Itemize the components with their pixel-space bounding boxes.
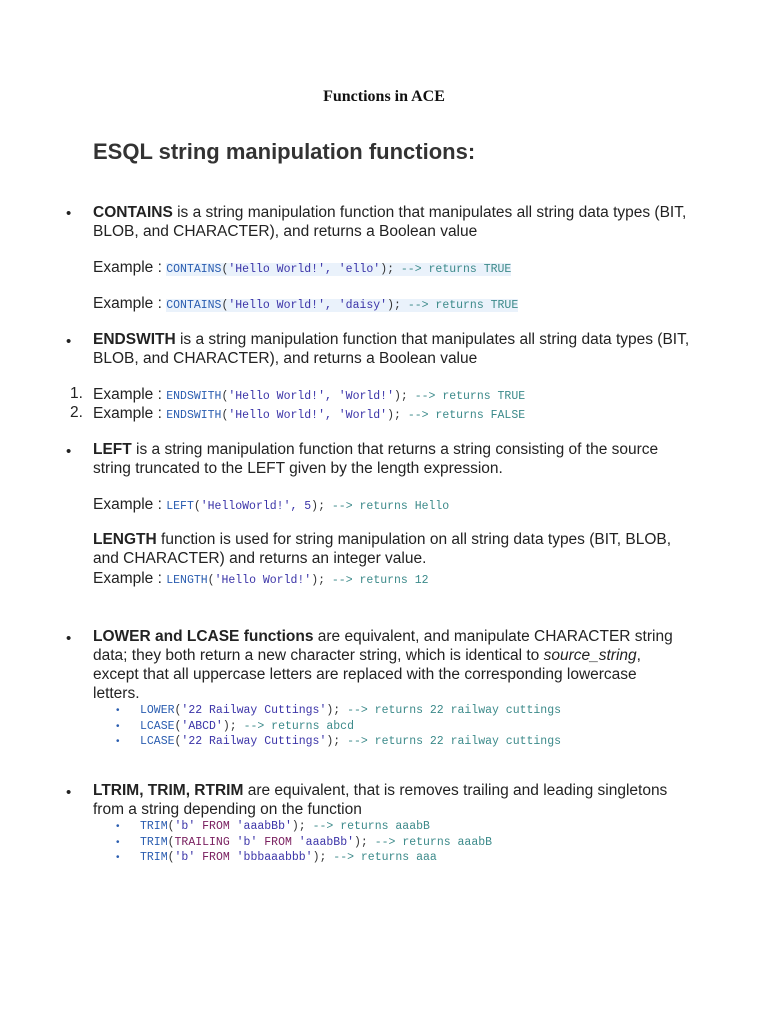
contains-paragraph: [93, 203, 693, 241]
length-term: LENGTH: [93, 531, 157, 548]
contains-example-1: [93, 258, 511, 279]
length-example: [93, 569, 429, 590]
sub-bullet: •: [116, 821, 120, 832]
contains-term: CONTAINS: [93, 204, 173, 221]
example-label: Example :: [93, 386, 167, 403]
example-label: Example :: [93, 259, 167, 276]
trim-item-2: TRIM(TRAILING 'b' FROM 'aaabBb'); --> returns aaabB: [140, 836, 493, 849]
endswith-term: ENDSWITH: [93, 331, 176, 348]
code-snippet: CONTAINS('Hello World!', 'ello'); --> returns TRUE: [166, 263, 512, 276]
code-snippet: LENGTH('Hello World!'); --> returns 12: [166, 574, 429, 587]
code-snippet: ENDSWITH('Hello World!', 'World'); --> returns FALSE: [166, 409, 526, 422]
example-label: Example :: [93, 496, 167, 513]
lower-desc-italic: source_string: [543, 647, 637, 664]
lower-term: LOWER and LCASE functions: [93, 628, 314, 645]
lower-item-2: LCASE('ABCD'); --> returns abcd: [140, 720, 354, 733]
sub-bullet: •: [116, 721, 120, 732]
bullet-trim: •: [66, 784, 72, 801]
endswith-paragraph: [93, 330, 693, 368]
example-label: Example :: [93, 295, 167, 312]
document-title: Functions in ACE: [323, 88, 445, 105]
sub-bullet: •: [116, 705, 120, 716]
list-number-1: 1.: [70, 385, 83, 402]
sub-bullet: •: [116, 736, 120, 747]
trim-desc: are equivalent, that is removes trailing and leading singletons from a string depending on the function: [93, 782, 668, 818]
trim-item-3: TRIM('b' FROM 'bbbaaabbb'); --> returns aaa: [140, 851, 437, 864]
contains-desc: is a string manipulation function that manipulates all string data types (BIT, BLOB, and CHARACTER), and returns a Boolean value: [93, 204, 687, 240]
example-label: Example :: [93, 405, 167, 422]
bullet-endswith: •: [66, 333, 72, 350]
sub-bullet: •: [116, 837, 120, 848]
bullet-contains: •: [66, 205, 72, 222]
section-heading: ESQL string manipulation functions:: [93, 139, 476, 164]
length-desc: function is used for string manipulation on all string data types (BIT, BLOB, and CHARACTER) and returns an integer value.: [93, 531, 672, 567]
lower-paragraph: [93, 627, 683, 703]
contains-example-2: [93, 294, 518, 315]
trim-term: LTRIM, TRIM, RTRIM: [93, 782, 244, 799]
code-snippet: CONTAINS('Hello World!', 'daisy'); --> returns TRUE: [166, 299, 519, 312]
lower-desc-2: , except that all uppercase letters are replaced with the corresponding lowercase letters.: [93, 647, 641, 702]
trim-paragraph: [93, 781, 693, 819]
example-label: Example :: [93, 570, 167, 587]
code-snippet: ENDSWITH('Hello World!', 'World!'); --> returns TRUE: [166, 390, 526, 403]
trim-item-1: TRIM('b' FROM 'aaabBb'); --> returns aaabB: [140, 820, 430, 833]
sub-bullet: •: [116, 852, 120, 863]
length-paragraph: [93, 530, 693, 568]
bullet-lower: •: [66, 630, 72, 647]
lower-desc-1: are equivalent, and manipulate CHARACTER string data; they both return a new character string, which is identical to: [93, 628, 673, 664]
left-term: LEFT: [93, 441, 132, 458]
endswith-example-2: [93, 404, 525, 425]
left-desc: is a string manipulation function that returns a string consisting of the source string truncated to the LEFT given by the length expression.: [93, 441, 659, 477]
lower-item-3: LCASE('22 Railway Cuttings'); --> returns 22 railway cuttings: [140, 735, 562, 748]
code-snippet: LEFT('HelloWorld!', 5); --> returns Hello: [166, 500, 450, 513]
list-number-2: 2.: [70, 404, 83, 421]
endswith-example-1: [93, 385, 525, 406]
left-paragraph: [93, 440, 693, 478]
endswith-desc: is a string manipulation function that manipulates all string data types (BIT, BLOB, and CHARACTER), and returns a Boolean value: [93, 331, 690, 367]
lower-item-1: LOWER('22 Railway Cuttings'); --> returns 22 railway cuttings: [140, 704, 562, 717]
left-example: [93, 495, 449, 516]
bullet-left: •: [66, 443, 72, 460]
